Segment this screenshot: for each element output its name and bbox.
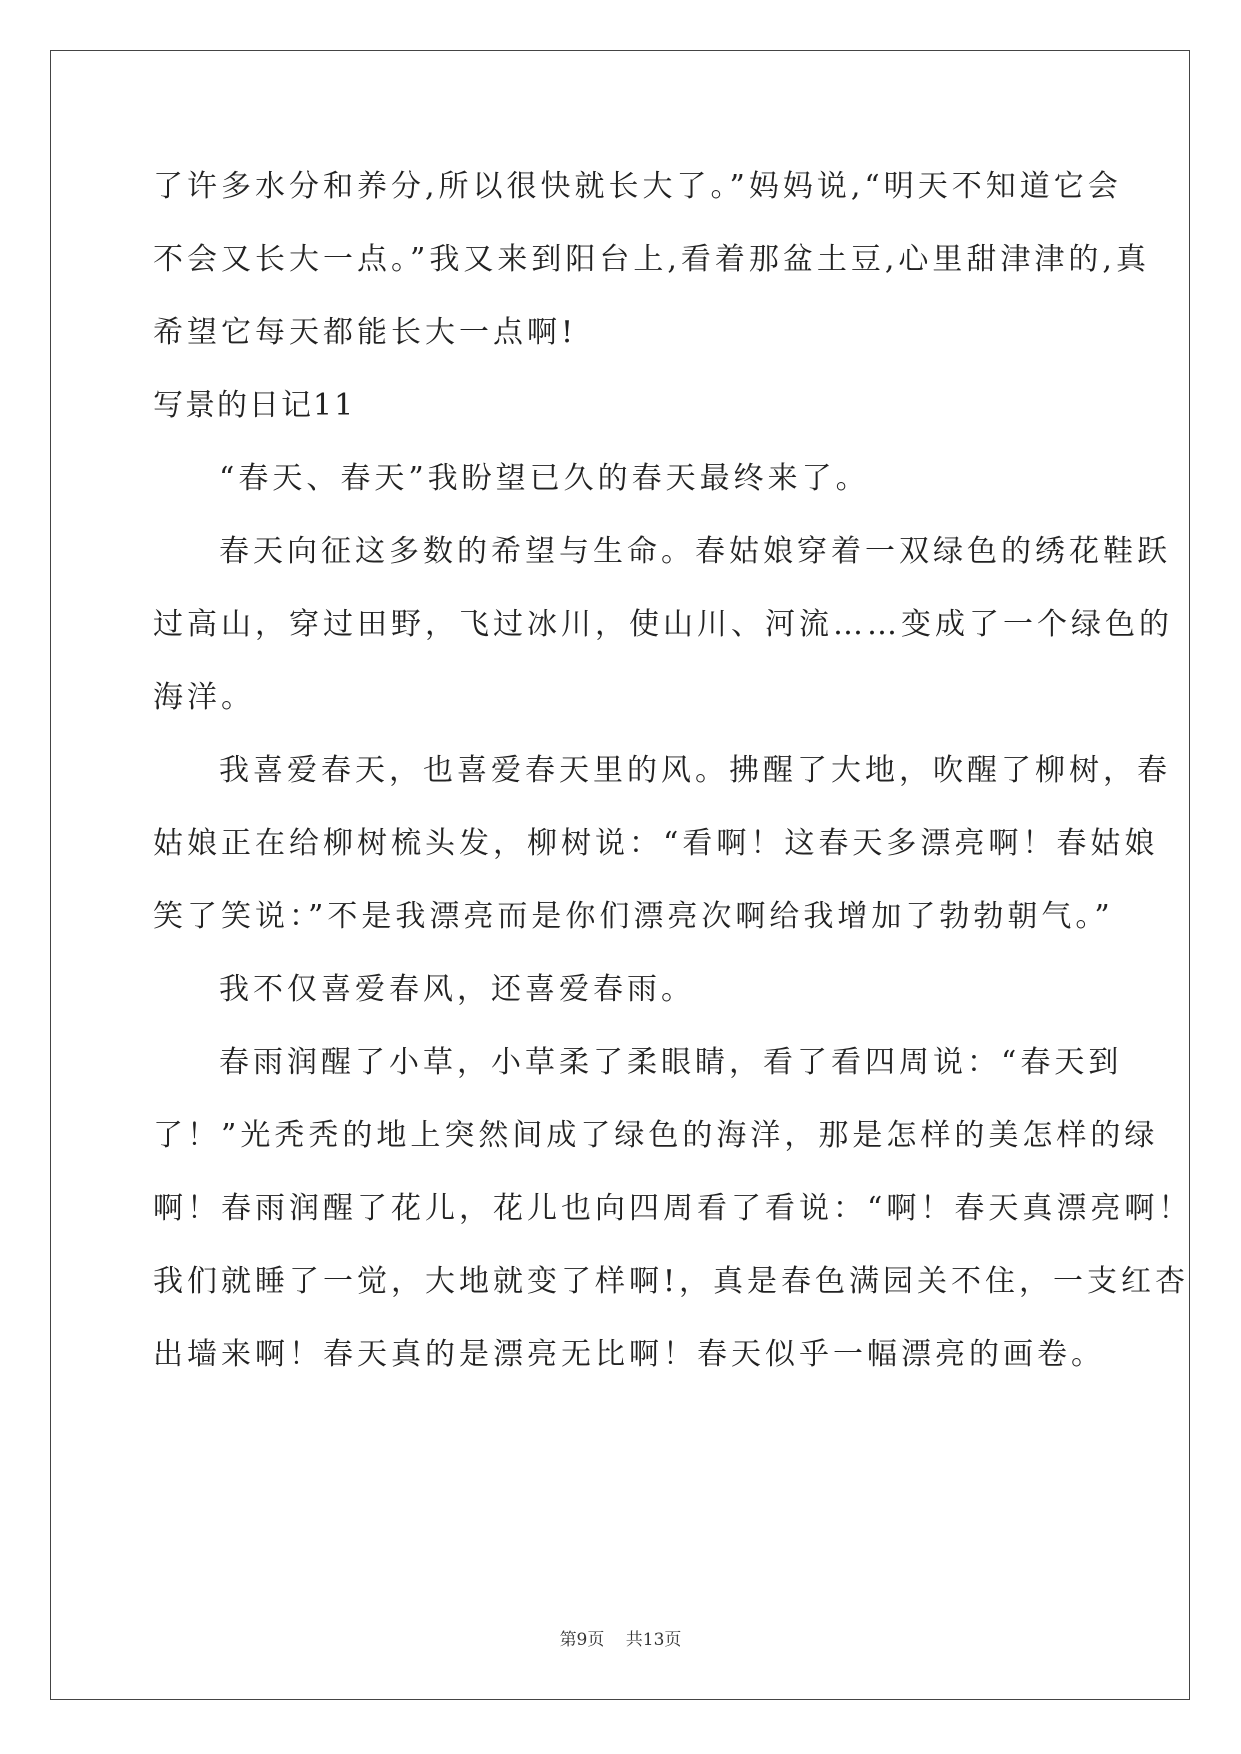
text-line: 姑娘正在给柳树梳头发，柳树说：“看啊！这春天多漂亮啊！春姑娘 <box>153 826 1159 861</box>
document-body <box>153 150 1193 1391</box>
text-line: 过高山，穿过田野，飞过冰川，使山川、河流……变成了一个绿色的 <box>153 607 1173 642</box>
paragraph-start: 春天向征这多数的希望与生命。春姑娘穿着一双绿色的绣花鞋跃 <box>219 534 1171 569</box>
text-line: 我们就睡了一觉，大地就变了样啊!，真是春色满园关不住，一支红杏 <box>153 1264 1190 1299</box>
text-line: 希望它每天都能长大一点啊! <box>153 315 578 350</box>
paragraph-start: 我喜爱春天，也喜爱春天里的风。拂醒了大地，吹醒了柳树，春 <box>219 753 1171 788</box>
paragraph-start: 春雨润醒了小草，小草柔了柔眼睛，看了看四周说：“春天到 <box>219 1045 1123 1080</box>
text-line: 海洋。 <box>153 680 255 715</box>
paragraph-start: “春天、春天”我盼望已久的春天最终来了。 <box>219 461 870 496</box>
paragraph-start: 我不仅喜爱春风，还喜爱春雨。 <box>219 972 695 1007</box>
text-line: 笑了笑说：”不是我漂亮而是你们漂亮次啊给我增加了勃勃朝气。” <box>153 899 1114 934</box>
text-line: 啊！春雨润醒了花儿，花儿也向四周看了看说：“啊！春天真漂亮啊！ <box>153 1191 1193 1226</box>
text-line: 了许多水分和养分,所以很快就长大了。”妈妈说,“明天不知道它会 <box>153 169 1122 204</box>
page-number: 第9页 <box>559 1630 605 1650</box>
text-line: 出墙来啊！春天真的是漂亮无比啊！春天似乎一幅漂亮的画卷。 <box>153 1337 1105 1372</box>
page-total: 共13页 <box>625 1630 682 1650</box>
text-line: 不会又长大一点。”我又来到阳台上,看着那盆土豆,心里甜津津的,真 <box>153 242 1150 277</box>
page-footer <box>0 1625 1241 1650</box>
section-heading: 写景的日记11 <box>153 388 356 423</box>
text-line: 了！”光秃秃的地上突然间成了绿色的海洋，那是怎样的美怎样的绿 <box>153 1118 1159 1153</box>
